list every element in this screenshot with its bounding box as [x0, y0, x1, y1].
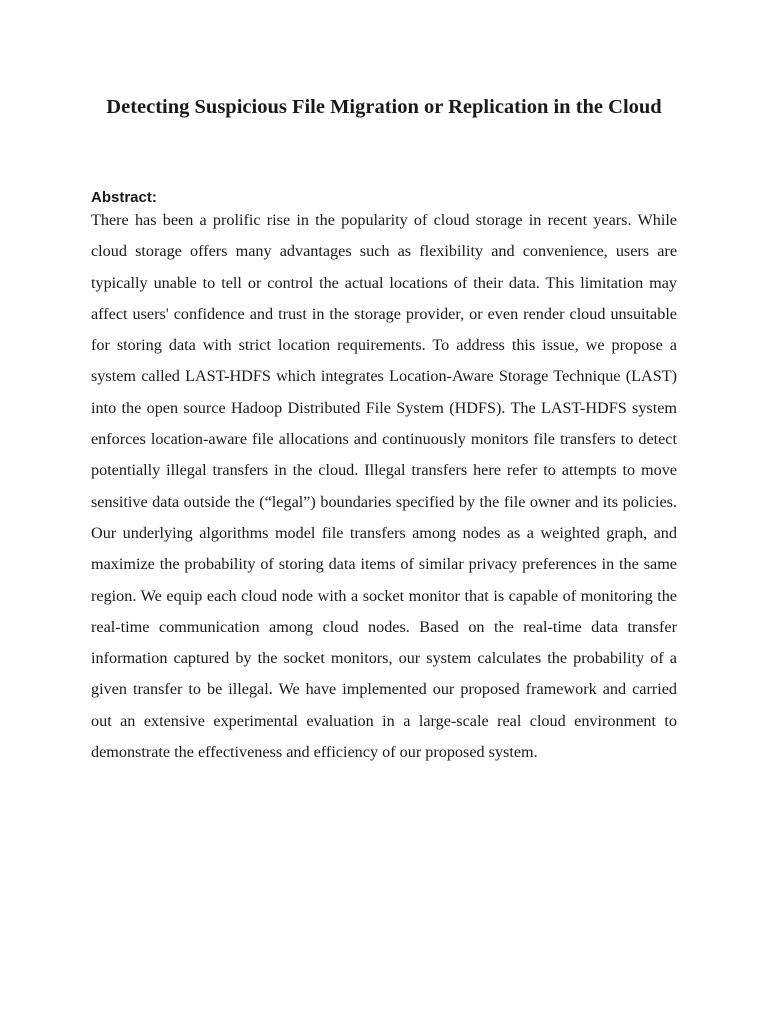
abstract-heading: Abstract:: [91, 189, 157, 206]
abstract-body: There has been a prolific rise in the popularity of cloud storage in recent years. While cloud storage offers many advantages such as flexibility and convenience, users are typically unable to tell or control the actual locations of their data. This limitation may affect users' confidence and trust in the storage provider, or even render cloud unsuitable for storing data with strict location requirements. To address this issue, we propose a system called LAST-HDFS which integrates Location-Aware Storage Technique (LAST) into the open source Hadoop Distributed File System (HDFS). The LAST-HDFS system enforces location-aware file allocations and continuously monitors file transfers to detect potentially illegal transfers in the cloud. Illegal transfers here refer to attempts to move sensitive data outside the (“legal”) boundaries specified by the file owner and its policies. Our underlying algorithms model file transfers among nodes as a weighted graph, and maximize the probability of storing data items of similar privacy preferences in the same region. We equip each cloud node with a socket monitor that is capable of monitoring the real-time communication among cloud nodes. Based on the real-time data transfer information captured by the socket monitors, our system calculates the probability of a given transfer to be illegal. We have implemented our proposed framework and carried out an extensive experimental evaluation in a large-scale real cloud environment to demonstrate the effectiveness and efficiency of our proposed system.: [91, 211, 677, 762]
document-title: Detecting Suspicious File Migration or Replication in the Cloud: [106, 96, 662, 118]
